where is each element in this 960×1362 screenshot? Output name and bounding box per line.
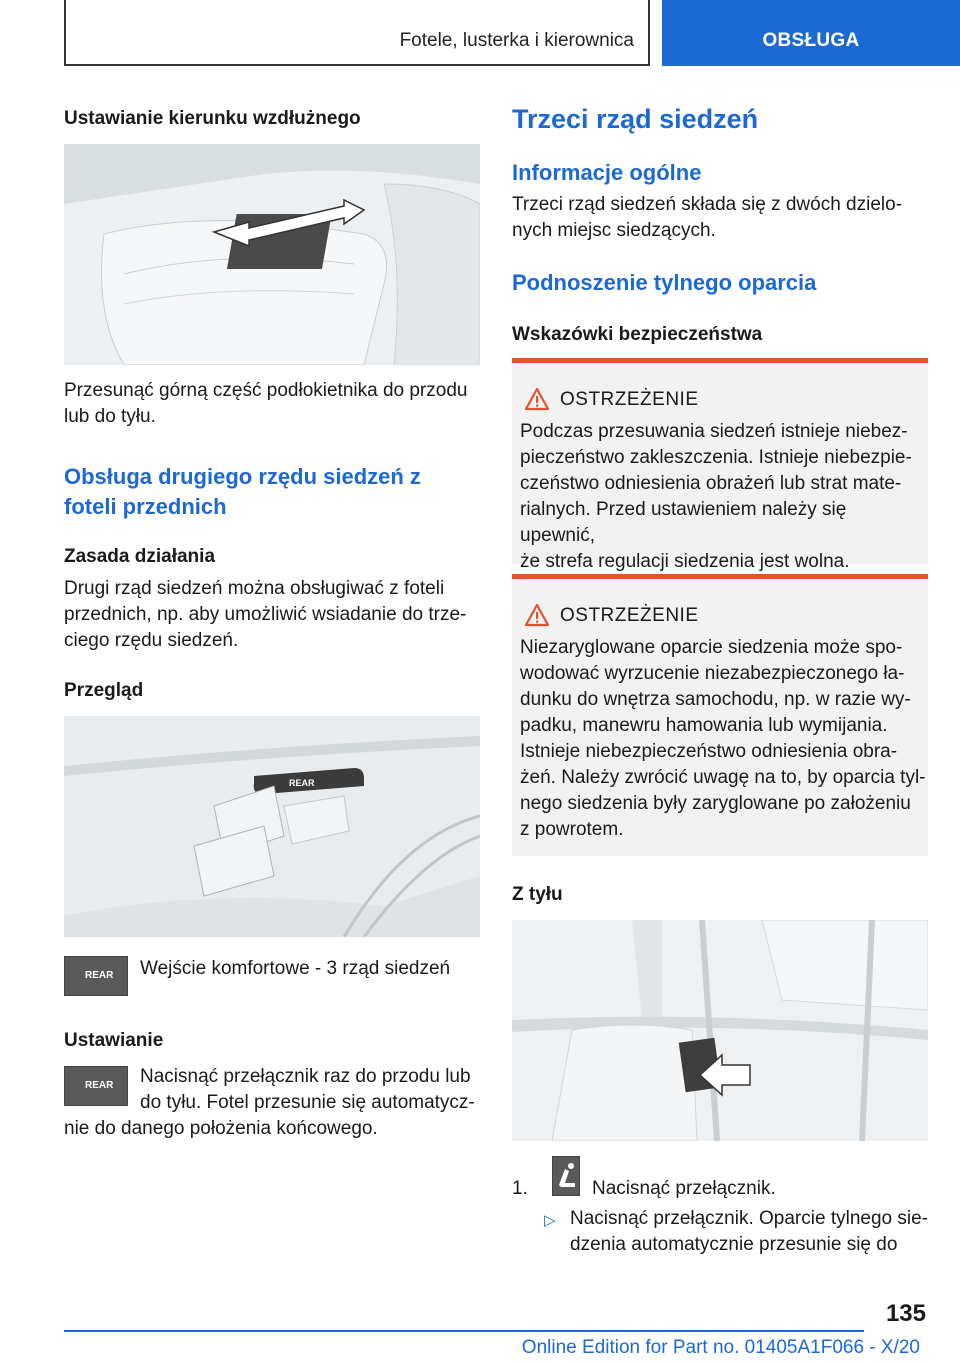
warning-triangle-icon <box>524 387 550 411</box>
rear-seat-illustration <box>512 920 928 1141</box>
general-line-2: nych miejsc siedzących. <box>512 220 716 241</box>
principle-line-3: ciego rzędu siedzeń. <box>64 630 239 651</box>
warning-triangle-icon <box>524 603 550 627</box>
warning-1-body <box>520 419 926 575</box>
section-tab-label: OBSŁUGA <box>762 30 860 51</box>
footer-edition-text: Online Edition for Part no. 01405A1F066 - X/20 <box>521 1337 920 1358</box>
chapter-title: Fotele, lusterka i kierownica <box>399 30 634 51</box>
third-row-heading: Trzeci rząd siedzeń <box>512 104 759 134</box>
warning-2-line: wodować wyrzucenie niezabezpieczonego ła- <box>520 663 905 684</box>
armrest-text-2: lub do tyłu. <box>64 406 156 427</box>
principle-heading: Zasada działania <box>64 546 216 567</box>
warning-1-line: że strefa regulacji siedzenia jest wolna. <box>520 551 850 572</box>
warning-1-line: Podczas przesuwania siedzeń istnieje niebez- <box>520 421 908 442</box>
rear-switch-icon-label: REAR <box>85 1080 114 1091</box>
warning-1-line: rialnych. Przed ustawieniem należy się upewnić, <box>520 499 847 546</box>
warning-1-line: pieczeństwo zakleszczenia. Istnieje niebezpie- <box>520 447 912 468</box>
step-1-sub-line-2: dzenia automatycznie przesunie się do <box>570 1234 898 1255</box>
warning-2-line: Niezaryglowane oparcie siedzenia może spo- <box>520 637 903 658</box>
safety-heading: Wskazówki bezpieczeństwa <box>512 324 763 345</box>
general-line-1: Trzeci rząd siedzeń składa się z dwóch dzielo- <box>512 194 903 215</box>
rear-heading: Z tyłu <box>512 884 563 905</box>
warning-2-line: żeń. Należy zwrócić uwagę na to, by oparcia tyl- <box>520 767 926 788</box>
step-1-sub-marker: ▷ <box>544 1212 556 1229</box>
warning-2-line: padku, manewru hamowania lub wymijania. <box>520 715 888 736</box>
warning-1-title: OSTRZEŻENIE <box>560 389 699 410</box>
warning-2-body <box>520 635 926 843</box>
raise-backrest-heading: Podnoszenie tylnego oparcia <box>512 270 817 295</box>
header-frame <box>64 0 650 66</box>
principle-line-1: Drugi rząd siedzeń można obsługiwać z foteli <box>64 578 445 599</box>
rear-seat-photo <box>512 920 928 1141</box>
armrest-photo <box>64 144 480 365</box>
seat-switch-photo <box>64 716 480 937</box>
section-tab[interactable] <box>662 0 960 66</box>
warning-box-2 <box>512 574 928 856</box>
warning-2-title: OSTRZEŻENIE <box>560 605 699 626</box>
setting-heading: Ustawianie <box>64 1030 164 1051</box>
warning-2-line: nego siedzenia były zaryglowane po założeniu <box>520 793 911 814</box>
warning-1-line: czeństwo odniesienia obrażeń lub strat mate- <box>520 473 902 494</box>
rear-comfort-icon <box>64 956 128 996</box>
seat-release-icon <box>552 1156 580 1196</box>
comfort-entry-caption: Wejście komfortowe - 3 rząd siedzeń <box>140 958 451 979</box>
warning-2-line: z powrotem. <box>520 819 624 840</box>
step-1-sub-line-1: Nacisnąć przełącznik. Oparcie tylnego sie- <box>570 1208 928 1229</box>
footer-divider <box>64 1330 864 1332</box>
warning-2-line: dunku do wnętrza samochodu, np. w razie wy- <box>520 689 911 710</box>
general-heading: Informacje ogólne <box>512 160 702 185</box>
rear-icon-label: REAR <box>85 970 114 981</box>
armrest-text-1: Przesunąć górną część podłokietnika do przodu <box>64 380 468 401</box>
seat-switch-illustration <box>64 716 480 937</box>
step-1-number: 1. <box>512 1178 528 1199</box>
svg-text:REAR: REAR <box>289 778 315 788</box>
page-number: 135 <box>885 1300 926 1327</box>
overview-heading: Przegląd <box>64 680 144 701</box>
setting-line-2: do tyłu. Fotel przesunie się automatycz- <box>140 1092 475 1113</box>
setting-line-3: nie do danego położenia końcowego. <box>64 1118 378 1139</box>
page-header <box>0 0 960 66</box>
step-1-text: Nacisnąć przełącznik. <box>592 1178 776 1199</box>
setting-line-1: Nacisnąć przełącznik raz do przodu lub <box>140 1066 471 1087</box>
rear-switch-icon <box>64 1066 128 1106</box>
warning-box-1 <box>512 358 928 572</box>
warning-2-line: Istnieje niebezpieczeństwo odniesienia obra- <box>520 741 898 762</box>
seat-release-glyph <box>553 1157 581 1197</box>
principle-line-2: przednich, np. aby umożliwić wsiadanie do trze- <box>64 604 467 625</box>
second-row-heading-2: foteli przednich <box>64 494 227 519</box>
armrest-illustration <box>64 144 480 365</box>
second-row-heading-1: Obsługa drugiego rzędu siedzeń z <box>64 464 421 489</box>
armrest-heading: Ustawianie kierunku wzdłużnego <box>64 108 361 129</box>
